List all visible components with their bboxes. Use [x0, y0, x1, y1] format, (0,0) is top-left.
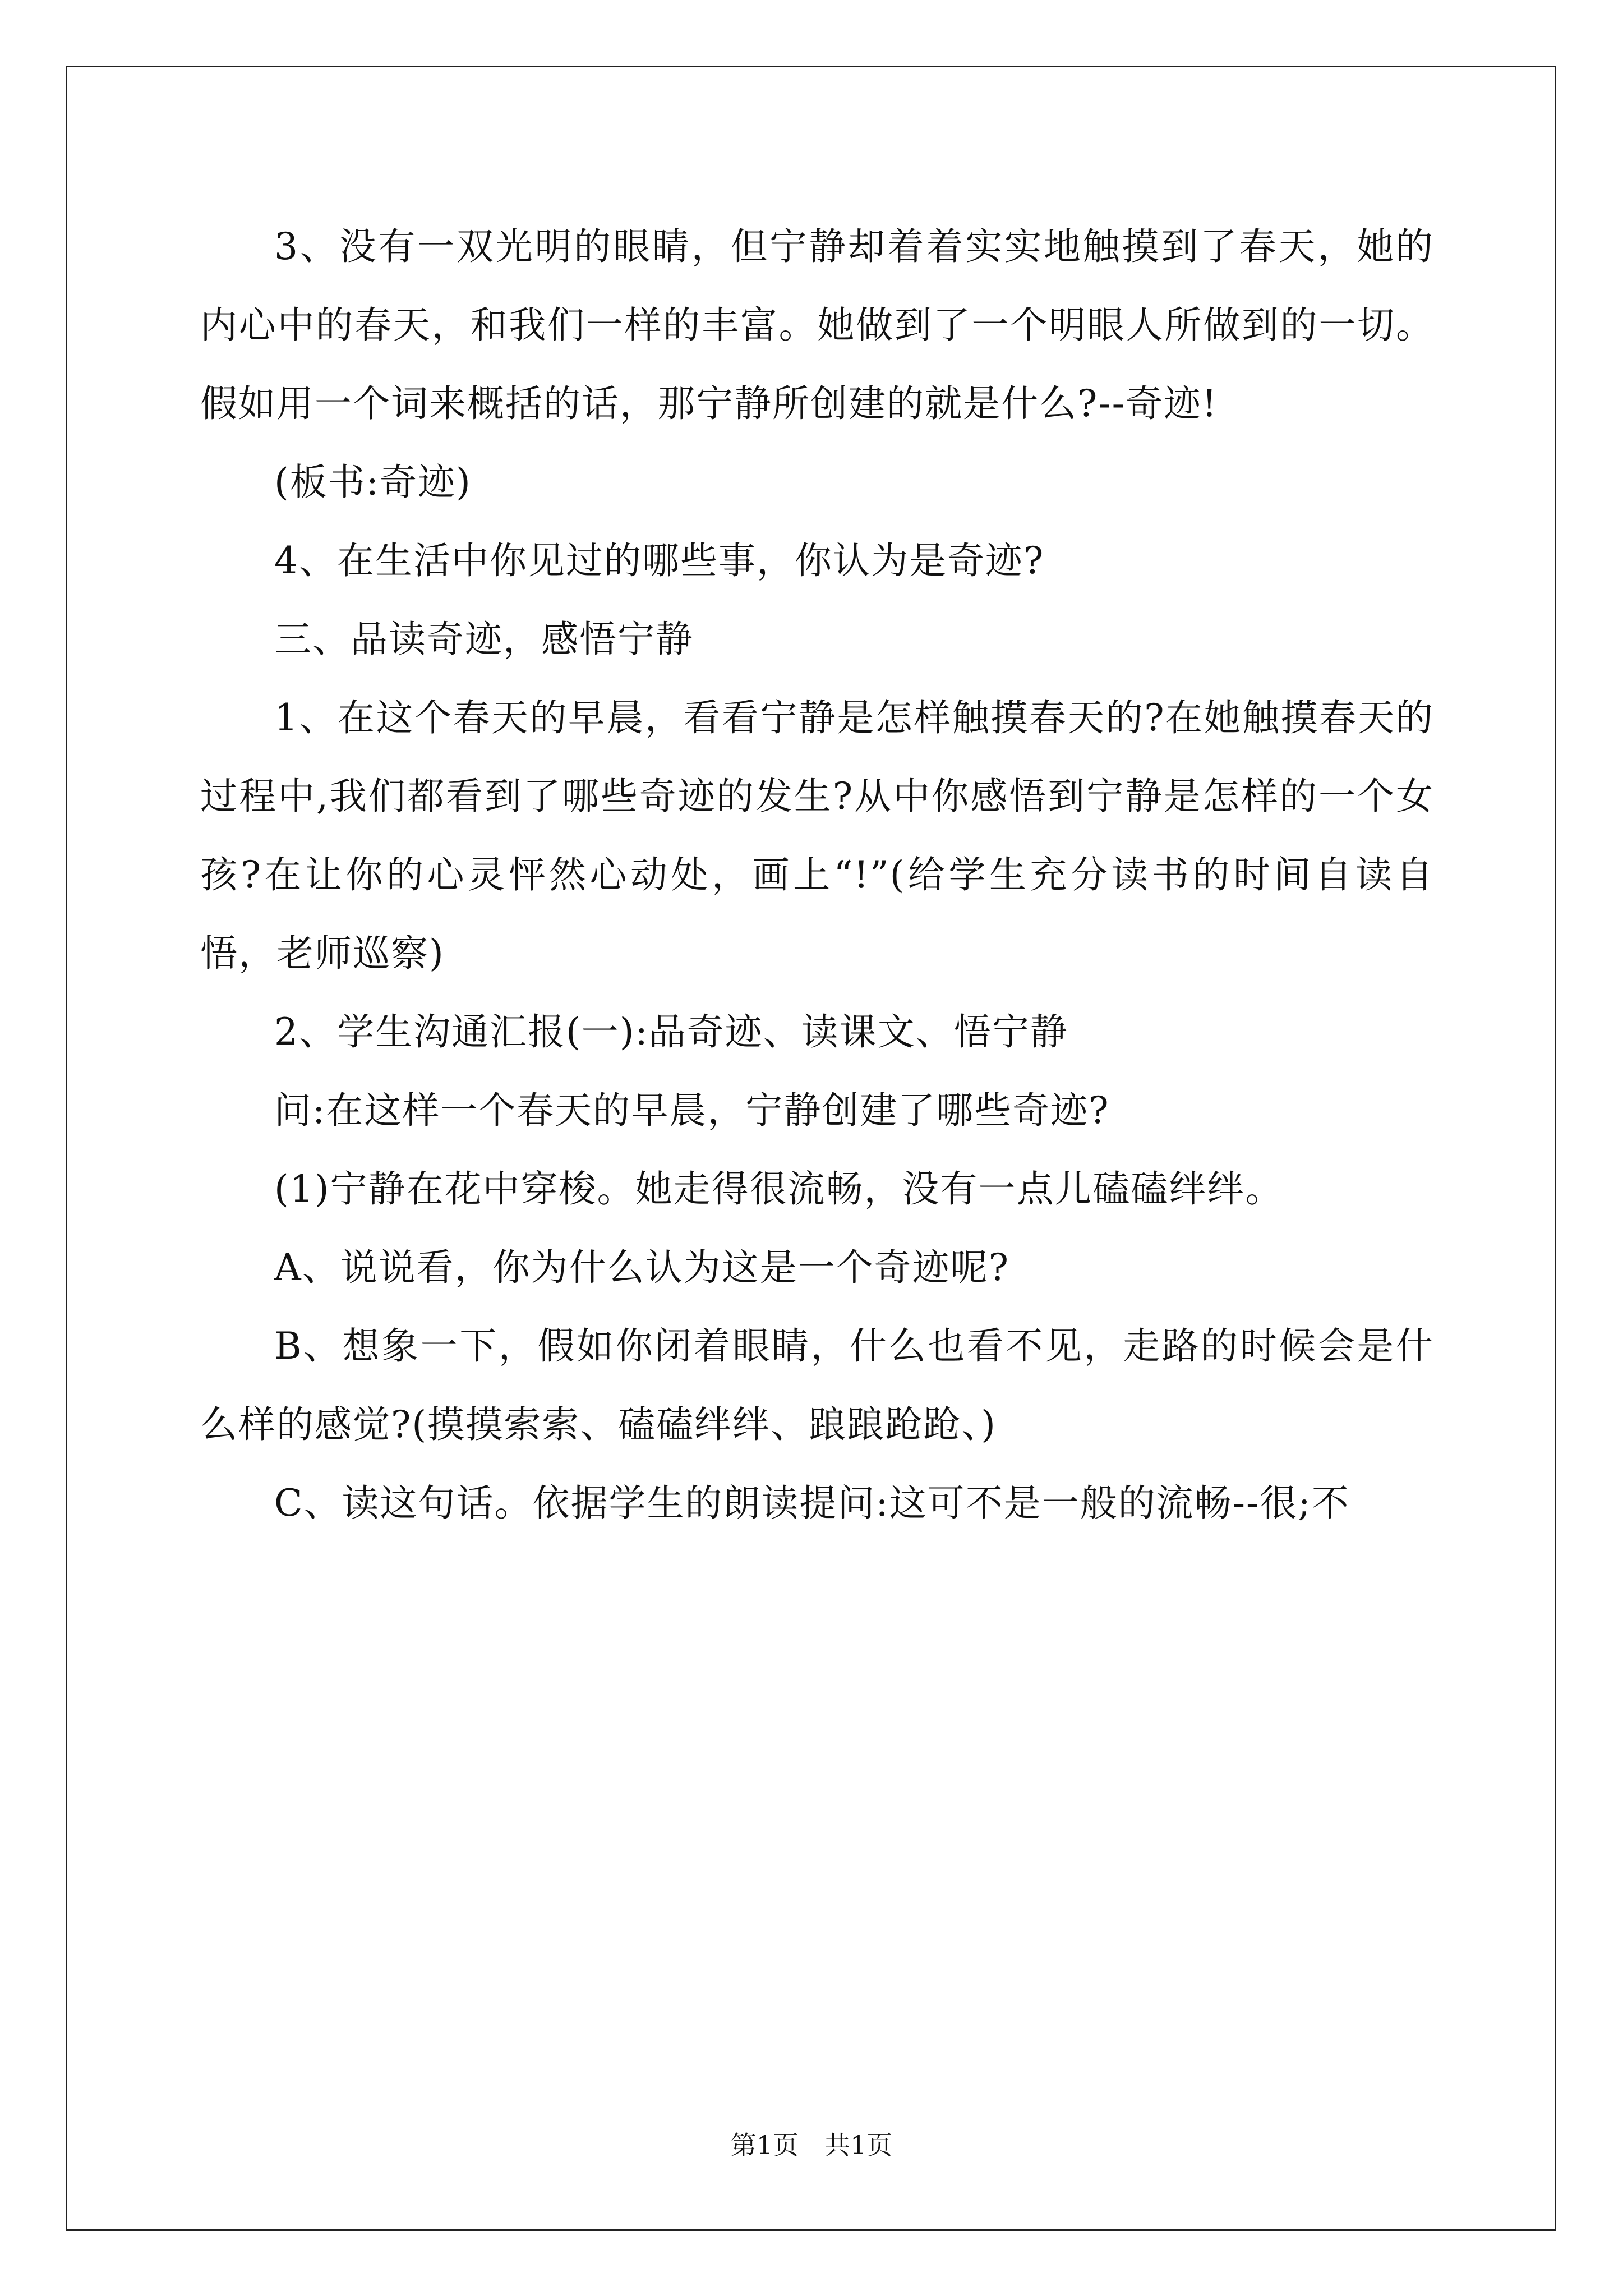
- paragraph-2: (板书:奇迹): [274, 461, 472, 504]
- paragraph-11: C、读这句话。依据学生的朗读提问:这可不是一般的流畅--很;不: [274, 1481, 1350, 1525]
- paragraph-5: 1、在这个春天的早晨，看看宁静是怎样触摸春天的?在她触摸春天的过程中,我们都看到了哪些奇迹的发生?从中你感悟到宁静是怎样的一个女孩?在让你的心灵怦然心动处，画上“!”(给学生充分读书的时间自读自悟，老师巡察): [200, 696, 1434, 975]
- paragraph-6: 2、学生沟通汇报(一):品奇迹、读课文、悟宁静: [274, 1010, 1068, 1053]
- paragraph-1: 3、没有一双光明的眼睛，但宁静却着着实实地触摸到了春天，她的内心中的春天，和我们一样的丰富。她做到了一个明眼人所做到的一切。假如用一个词来概括的话，那宁静所创建的就是什么?--奇迹!: [200, 225, 1434, 425]
- document-body: [200, 208, 1434, 1543]
- paragraph-10: B、想象一下，假如你闭着眼睛，什么也看不见，走路的时候会是什么样的感觉?(摸摸索索、磕磕绊绊、踉踉跄跄、): [200, 1324, 1434, 1446]
- paragraph-8: (1)宁静在花中穿梭。她走得很流畅，没有一点儿磕磕绊绊。: [274, 1167, 1284, 1211]
- page-footer: 第1页 共1页: [730, 2130, 893, 2160]
- paragraph-7: 问:在这样一个春天的早晨，宁静创建了哪些奇迹?: [274, 1089, 1110, 1132]
- paragraph-3: 4、在生活中你见过的哪些事，你认为是奇迹?: [274, 539, 1045, 582]
- paragraph-9: A、说说看，你为什么认为这是一个奇迹呢?: [274, 1246, 1010, 1289]
- section-heading: 三、品读奇迹，感悟宁静: [274, 618, 694, 661]
